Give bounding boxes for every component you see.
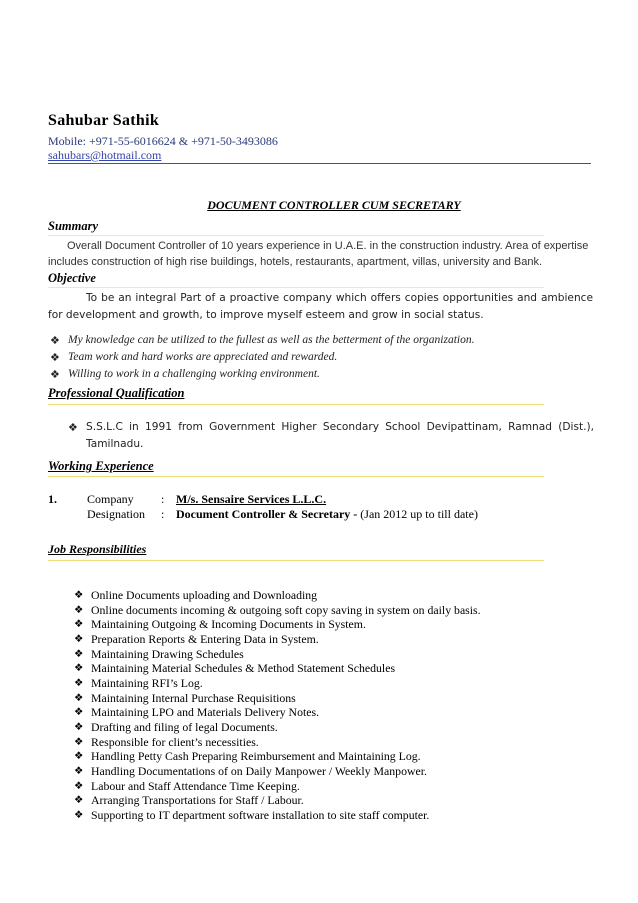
- diamond-bullet-icon: ❖: [74, 647, 84, 660]
- header-divider: [48, 163, 591, 164]
- objective-divider: [48, 287, 544, 288]
- experience-number: 1.: [48, 492, 57, 506]
- diamond-bullet-icon: ❖: [74, 750, 84, 763]
- diamond-bullet-icon: ❖: [50, 351, 60, 364]
- diamond-bullet-icon: ❖: [74, 764, 84, 777]
- qualification-divider: [48, 404, 544, 405]
- designation-title: Document Controller & Secretary -: [176, 507, 358, 521]
- list-item: ❖ Supporting to IT department software installation to site staff computer.: [74, 807, 430, 822]
- diamond-bullet-icon: ❖: [74, 618, 84, 631]
- list-item: ❖ Online Documents uploading and Downloading: [74, 588, 318, 602]
- list-item: ❖ Maintaining Outgoing & Incoming Documents in System.: [74, 617, 366, 632]
- company-label: Company: [87, 492, 134, 506]
- diamond-bullet-icon: ❖: [74, 603, 84, 616]
- objective-text: To be an integral Part of a proactive company which offers copies opportunities and ambience for development and growth, to improve myself esteem and grow in social status.: [48, 292, 593, 321]
- designation-label: Designation: [87, 507, 145, 521]
- diamond-bullet-icon: ❖: [74, 676, 84, 689]
- designation-period: (Jan 2012 up to till date): [360, 507, 478, 521]
- diamond-bullet-icon: ❖: [74, 720, 84, 733]
- diamond-bullet-icon: ❖: [74, 691, 84, 704]
- list-item: ❖ Preparation Reports & Entering Data in System.: [74, 631, 319, 646]
- list-item: ❖ Drafting and filing of legal Documents.: [74, 719, 278, 734]
- diamond-bullet-icon: ❖: [68, 421, 78, 434]
- objective-heading: Objective: [48, 271, 96, 285]
- list-item: ❖ Handling Petty Cash Preparing Reimbursement and Maintaining Log.: [74, 749, 421, 764]
- responsibilities-heading: Job Responsibilities: [48, 542, 147, 556]
- diamond-bullet-icon: ❖: [74, 589, 84, 601]
- company-value: M/s. Sensaire Services L.L.C.: [176, 492, 327, 506]
- list-item: ❖ Online documents incoming & outgoing soft copy saving in system on daily basis.: [74, 602, 481, 617]
- email-link[interactable]: sahubars@hotmail.com: [48, 148, 162, 162]
- designation-value: [176, 507, 478, 522]
- summary-text: Overall Document Controller of 10 years experience in U.A.E. in the construction industry. Area of expertise includes construction of high rise buildings, hotels, restaurants, apartment, villas, university and Bank.: [48, 240, 589, 268]
- designation-separator: :: [161, 507, 165, 521]
- summary-heading: Summary: [48, 219, 99, 233]
- diamond-bullet-icon: ❖: [74, 779, 84, 792]
- list-item: ❖ Responsible for client’s necessities.: [74, 734, 259, 749]
- objective-points: [50, 332, 474, 383]
- diamond-bullet-icon: ❖: [74, 662, 84, 675]
- list-item: ❖ Arranging Transportations for Staff / Labour.: [74, 793, 304, 808]
- diamond-bullet-icon: ❖: [74, 735, 84, 748]
- summary-divider: [48, 235, 544, 236]
- list-item: ❖ Willing to work in a challenging working environment.: [50, 368, 320, 381]
- list-item: ❖ Handling Documentations of on Daily Manpower / Weekly Manpower.: [74, 763, 427, 778]
- responsibilities-list: [74, 588, 481, 823]
- list-item: ❖ Maintaining LPO and Materials Delivery Notes.: [74, 705, 320, 720]
- company-separator: :: [161, 492, 165, 506]
- document-title: DOCUMENT CONTROLLER CUM SECRETARY: [207, 198, 461, 212]
- list-item: ❖ Team work and hard works are appreciated and rewarded.: [50, 351, 338, 364]
- experience-divider: [48, 476, 544, 477]
- qualification-heading: Professional Qualification: [48, 386, 185, 400]
- list-item: ❖ Maintaining Drawing Schedules: [74, 646, 244, 661]
- diamond-bullet-icon: ❖: [50, 334, 60, 347]
- diamond-bullet-icon: ❖: [74, 706, 84, 719]
- responsibilities-divider: [48, 560, 544, 561]
- diamond-bullet-icon: ❖: [50, 368, 60, 381]
- diamond-bullet-icon: ❖: [74, 808, 84, 821]
- list-item: ❖ Maintaining Internal Purchase Requisitions: [74, 690, 296, 705]
- diamond-bullet-icon: ❖: [74, 794, 84, 807]
- diamond-bullet-icon: ❖: [74, 632, 84, 645]
- list-item: ❖ Maintaining Material Schedules & Method Statement Schedules: [74, 661, 396, 676]
- candidate-name: Sahubar Sathik: [48, 112, 160, 129]
- list-item: ❖ My knowledge can be utilized to the fullest as well as the betterment of the organization.: [50, 334, 475, 347]
- qualification-text: ❖ S.S.L.C in 1991 from Government Higher Secondary School Devipattinam, Ramnad (Dist.), Tamilnadu.: [68, 421, 594, 450]
- contact-phone: Mobile: +971-55-6016624 & +971-50-3493086: [48, 134, 278, 148]
- list-item: ❖ Maintaining RFI’s Log.: [74, 675, 203, 690]
- list-item: ❖ Labour and Staff Attendance Time Keeping.: [74, 778, 300, 793]
- experience-heading: Working Experience: [48, 459, 154, 473]
